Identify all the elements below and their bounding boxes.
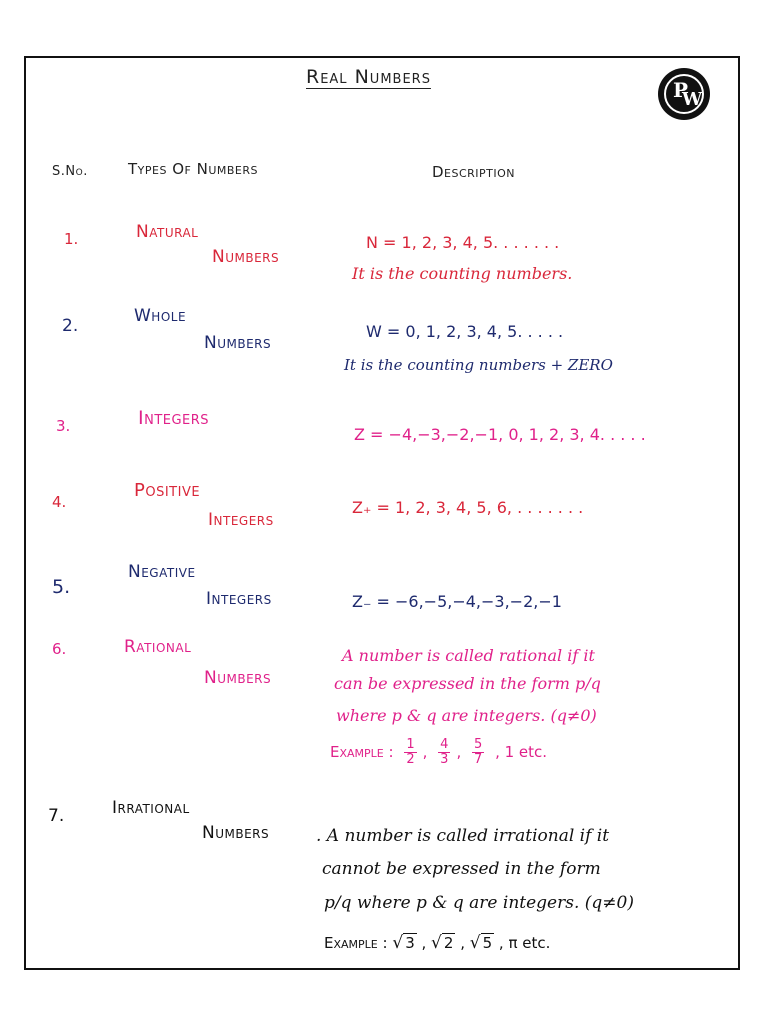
row-2-desc: W = 0, 1, 2, 3, 4, 5. . . . .	[366, 322, 564, 341]
pw-logo: P W	[658, 68, 710, 120]
row-2-type: Whole	[134, 306, 187, 326]
row-4-sno: 4.	[52, 493, 67, 511]
row-6-desc: A number is called rational if it	[342, 646, 595, 665]
row-4-type: Positive	[134, 480, 201, 501]
row-1-type: Natural	[136, 222, 199, 242]
row-6-sno: 6.	[52, 640, 67, 658]
row-5-type: Negative	[128, 562, 196, 582]
header-sno: S.No.	[52, 164, 88, 179]
row-4-type-2: Integers	[208, 510, 274, 530]
row-7-example: Example : √ 3 , √ 2 , √ 5 , π etc.	[324, 933, 551, 953]
row-1-sno: 1.	[64, 230, 79, 248]
sqrt-3: √ 3	[392, 933, 415, 953]
row-4-desc: Z₊ = 1, 2, 3, 4, 5, 6, . . . . . . .	[352, 498, 584, 517]
row-2-desc-2: It is the counting numbers + ZERO	[344, 356, 613, 374]
row-5-type-2: Integers	[206, 589, 272, 609]
row-2-sno: 2.	[62, 316, 79, 336]
row-7-desc-3: p/q where p & q are integers. (q≠0)	[324, 893, 634, 913]
row-3-type: Integers	[138, 407, 210, 429]
fraction-1: $\frac{1}{2}$	[406, 737, 415, 767]
row-5-desc: Z₋ = −6,−5,−4,−3,−2,−1	[352, 592, 562, 611]
sqrt-2: √ 2	[431, 933, 454, 953]
row-1-desc: N = 1, 2, 3, 4, 5. . . . . . .	[366, 233, 560, 252]
row-7-example-label: Example :	[324, 934, 388, 952]
row-7-type: Irrational	[112, 798, 190, 818]
row-6-type: Rational	[124, 637, 192, 657]
row-5-sno: 5.	[52, 576, 71, 598]
row-7-sno: 7.	[48, 806, 65, 826]
row-6-type-2: Numbers	[204, 668, 272, 688]
sqrt-5: √ 5	[469, 933, 493, 953]
row-1-desc-2: It is the counting numbers.	[352, 264, 573, 283]
fraction-2: $\frac{4}{3}$	[440, 737, 449, 767]
row-2-type-2: Numbers	[204, 333, 272, 353]
fraction-3: $\frac{5}{7}$	[474, 737, 483, 767]
row-1-type-2: Numbers	[212, 247, 280, 267]
row-3-desc: Z = −4,−3,−2,−1, 0, 1, 2, 3, 4. . . . .	[354, 425, 646, 444]
row-6-example-tail: , 1 etc.	[495, 743, 548, 761]
row-3-sno: 3.	[56, 417, 71, 435]
row-7-desc-2: cannot be expressed in the form	[322, 859, 601, 879]
row-6-desc-3: where p & q are integers. (q≠0)	[336, 706, 597, 725]
row-6-desc-2: can be expressed in the form p/q	[334, 674, 601, 693]
row-7-example-tail: , π etc.	[498, 934, 551, 952]
row-6-example-label: Example :	[330, 743, 394, 761]
row-7-desc: . A number is called irrational if it	[316, 826, 610, 846]
row-7-type-2: Numbers	[202, 823, 270, 843]
page-title: Real Numbers	[306, 66, 431, 88]
header-types: Types Of Numbers	[128, 160, 259, 178]
row-6-example: Example : $\frac{1}{2}$ , $\frac{4}{3}$ , $\frac{5}{7}$ , 1 etc.	[330, 737, 548, 767]
header-description: Description	[432, 163, 516, 181]
